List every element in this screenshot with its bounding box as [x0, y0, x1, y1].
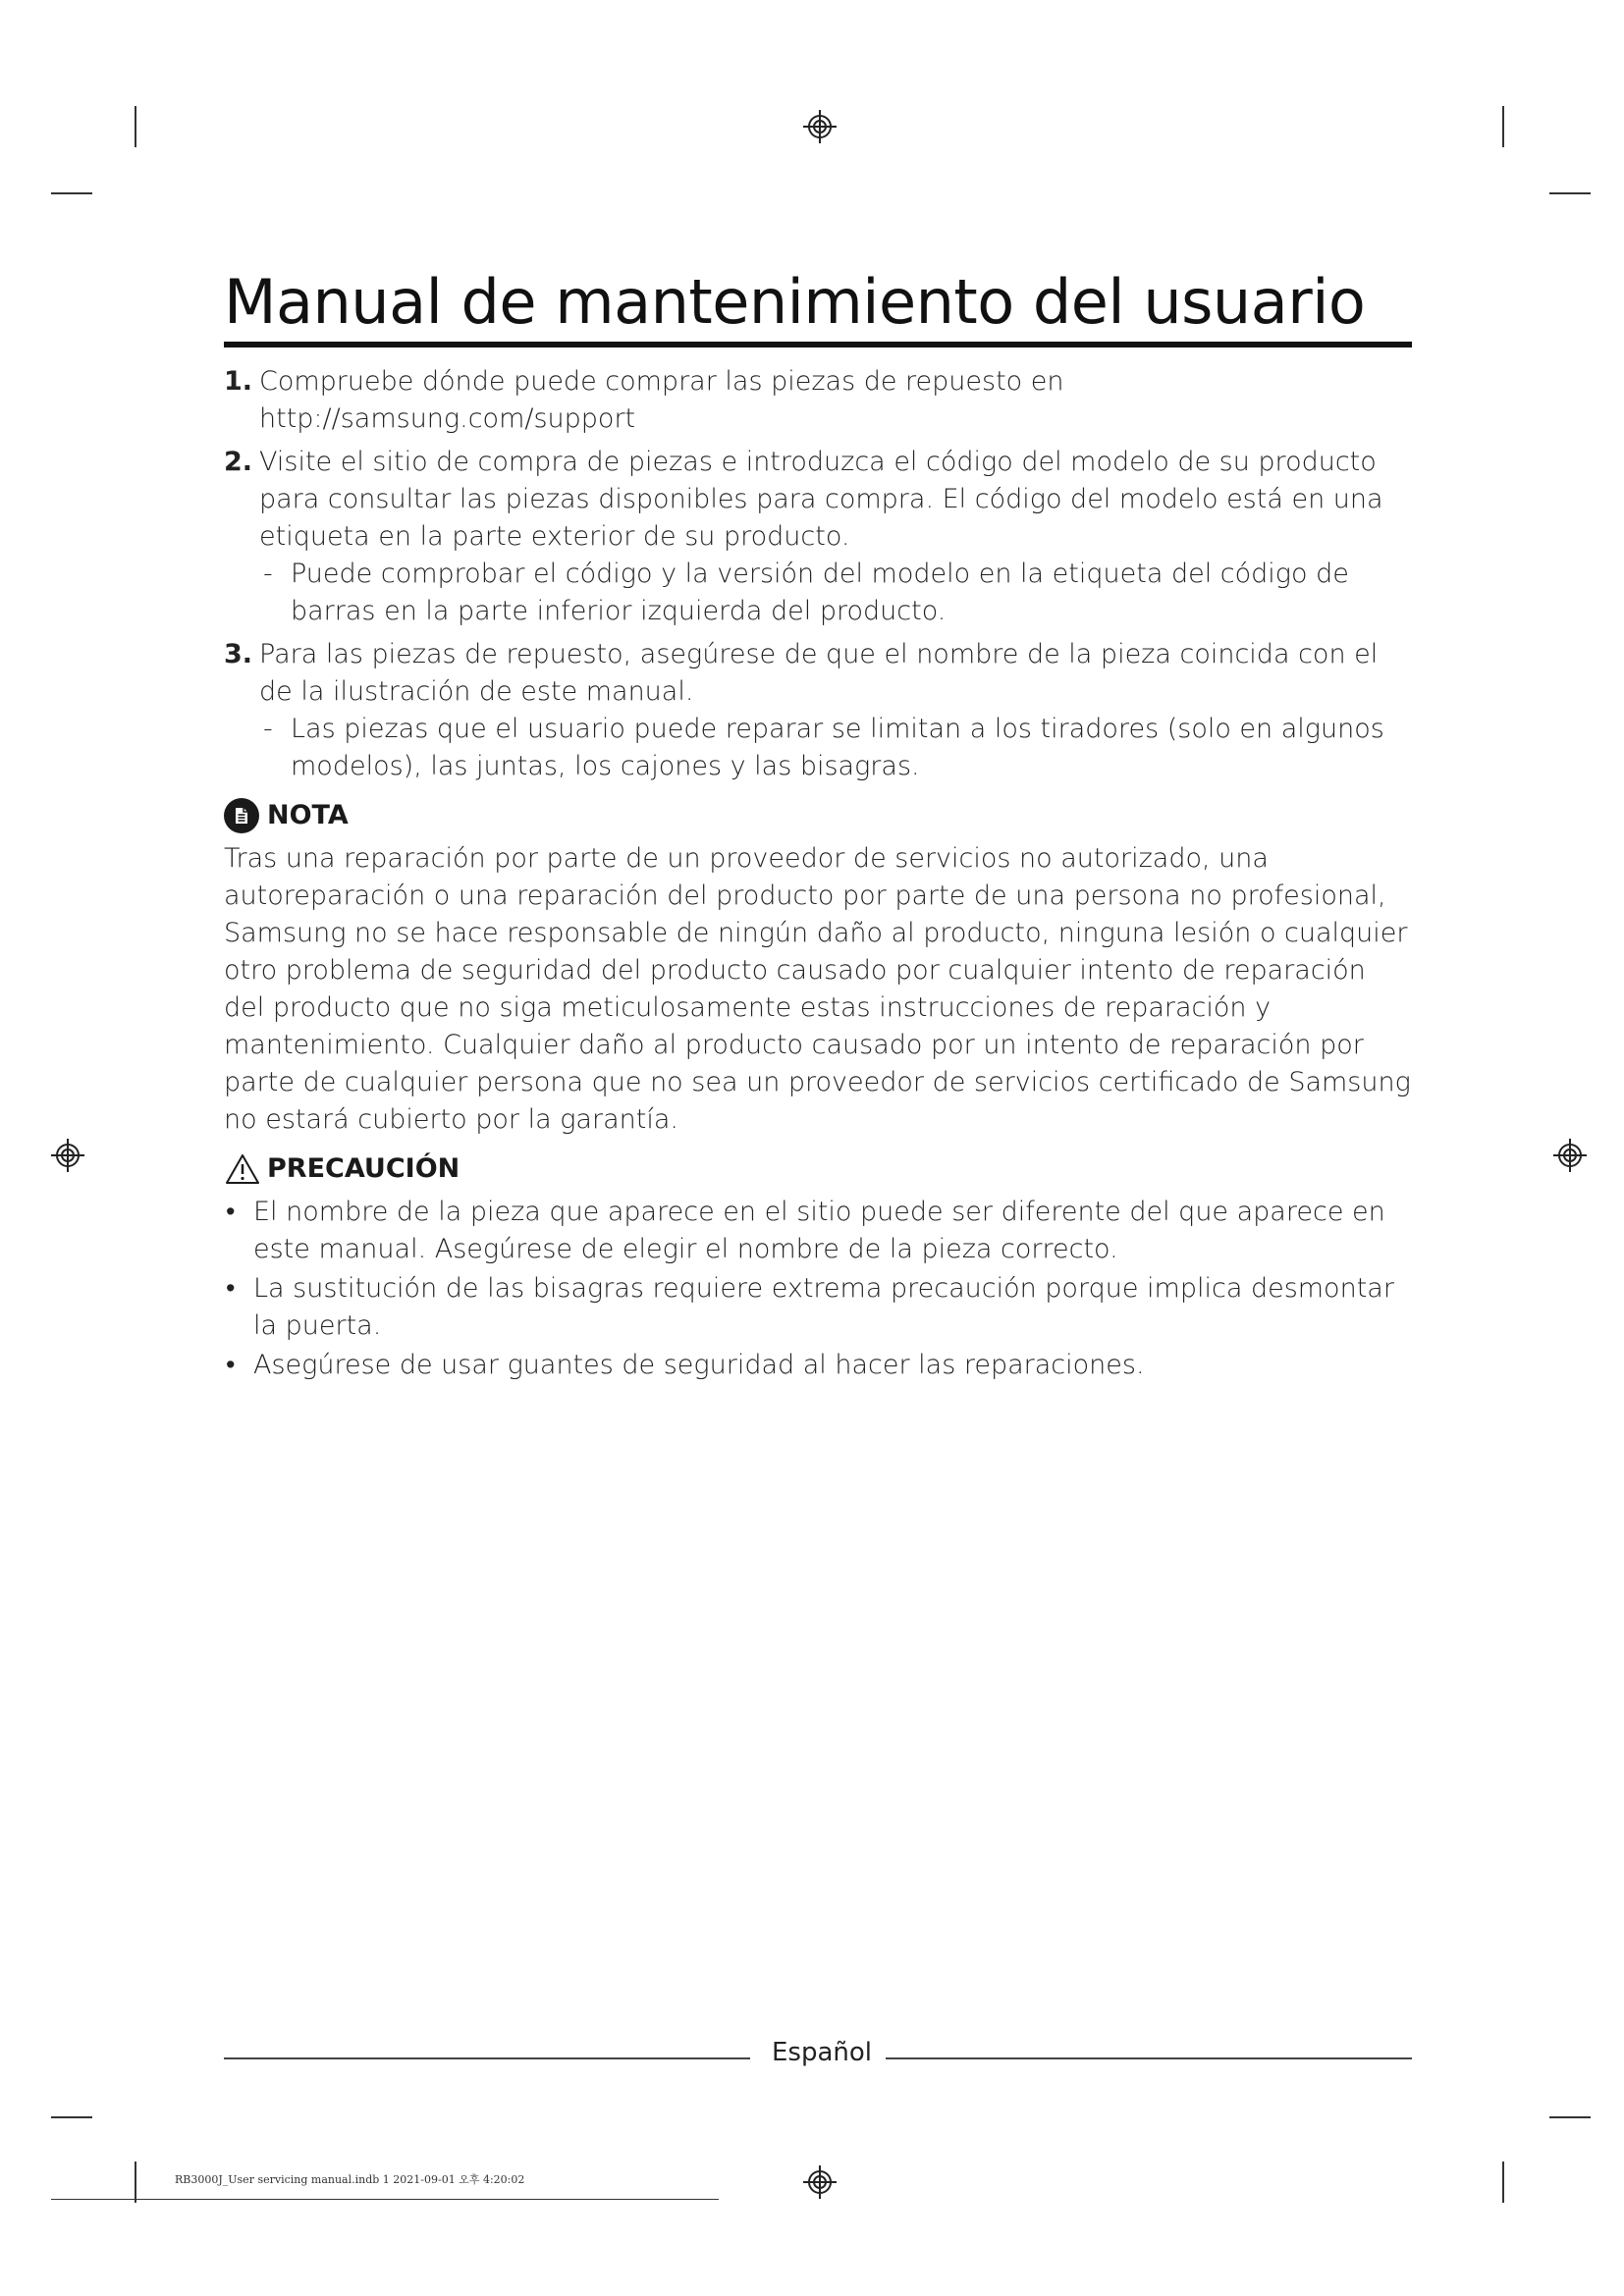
note-heading-label: NOTA: [267, 800, 349, 830]
step-item: [224, 636, 1412, 785]
step-item: [224, 444, 1412, 630]
list-item: [224, 1347, 1412, 1384]
step-number: 3.: [224, 639, 253, 669]
footer-rule-left: [224, 2057, 750, 2059]
crop-mark-bottom-left-horizontal: [51, 2116, 92, 2118]
footer-language: Español: [772, 2038, 873, 2067]
dash-marker: -: [263, 559, 273, 589]
warning-triangle-icon: [224, 1152, 261, 1186]
registration-mark-icon: [803, 2165, 837, 2199]
step-subnote: [226, 711, 1412, 785]
print-slug: RB3000J_User servicing manual.indb 1 2021-09-01 오후 4:20:02: [175, 2173, 525, 2186]
step-subnote-text: Las piezas que el usuario puede reparar se limitan a los tiradores (solo en algunos modelos), las juntas, los cajones y las bisagras.: [291, 714, 1384, 781]
crop-mark-top-right-vertical: [1502, 106, 1504, 147]
list-item: [224, 1270, 1412, 1345]
caution-list: [224, 1194, 1412, 1384]
registration-mark-icon: [803, 110, 837, 143]
step-text: Para las piezas de repuesto, asegúrese de que el nombre de la pieza coincida con el de la ilustración de este manual.: [259, 639, 1379, 707]
bullet-marker: •: [226, 1273, 236, 1304]
step-item: [224, 363, 1412, 438]
crop-mark-bottom-right-vertical: [1502, 2162, 1504, 2203]
step-number: 2.: [224, 447, 253, 477]
registration-mark-icon: [51, 1139, 84, 1172]
footer-rule-right: [886, 2057, 1412, 2059]
step-text: Compruebe dónde puede comprar las piezas de repuesto en http://samsung.com/support: [259, 366, 1064, 434]
step-subnote: [226, 556, 1412, 630]
list-item-text: El nombre de la pieza que aparece en el sitio puede ser diferente del que aparece en este manual. Asegúrese de elegir el nombre de la pieza correcto.: [253, 1197, 1385, 1264]
caution-heading-label: PRECAUCIÓN: [267, 1153, 460, 1184]
dash-marker: -: [263, 714, 273, 744]
step-subnote-text: Puede comprobar el código y la versión del modelo en la etiqueta del código de barras en la parte inferior izquierda del producto.: [291, 559, 1349, 626]
crop-mark-bottom-right-horizontal: [1549, 2116, 1591, 2118]
crop-mark-top-left-vertical: [135, 106, 136, 147]
bullet-marker: •: [226, 1197, 236, 1227]
steps-list: [224, 363, 1412, 785]
page-title: Manual de mantenimiento del usuario: [224, 265, 1412, 347]
note-heading: [224, 795, 1412, 836]
page-content: [224, 265, 1412, 1386]
step-number: 1.: [224, 366, 253, 397]
list-item-text: La sustitución de las bisagras requiere extrema precaución porque implica desmontar la puerta.: [253, 1273, 1394, 1341]
slug-rule: [51, 2199, 719, 2200]
list-item: [224, 1194, 1412, 1268]
registration-mark-icon: [1553, 1139, 1587, 1172]
note-icon: [224, 798, 259, 833]
note-paragraph: Tras una reparación por parte de un proveedor de servicios no autorizado, una autoreparación o una reparación del producto por parte de una persona no profesional, Samsung no se hace responsable de ningún daño al producto, ninguna lesión o cualquier otro problema de seguridad del producto causado por cualquier intento de reparación del producto que no siga meticulosamente estas instrucciones de reparación y mantenimiento. Cualquier daño al producto causado por un intento de reparación por parte de cualquier persona que no sea un proveedor de servicios certificado de Samsung no estará cubierto por la garantía.: [224, 843, 1411, 1135]
crop-mark-top-left-horizontal: [51, 192, 92, 194]
caution-heading: [224, 1148, 1412, 1190]
crop-mark-top-right-horizontal: [1549, 192, 1591, 194]
step-text: Visite el sitio de compra de piezas e introduzca el código del modelo de su producto para consultar las piezas disponibles para compra. El código del modelo está en una etiqueta en la parte exterior de su producto.: [259, 447, 1383, 552]
list-item-text: Asegúrese de usar guantes de seguridad al hacer las reparaciones.: [253, 1350, 1145, 1380]
crop-mark-bottom-left-vertical: [135, 2162, 136, 2203]
bullet-marker: •: [226, 1350, 236, 1380]
